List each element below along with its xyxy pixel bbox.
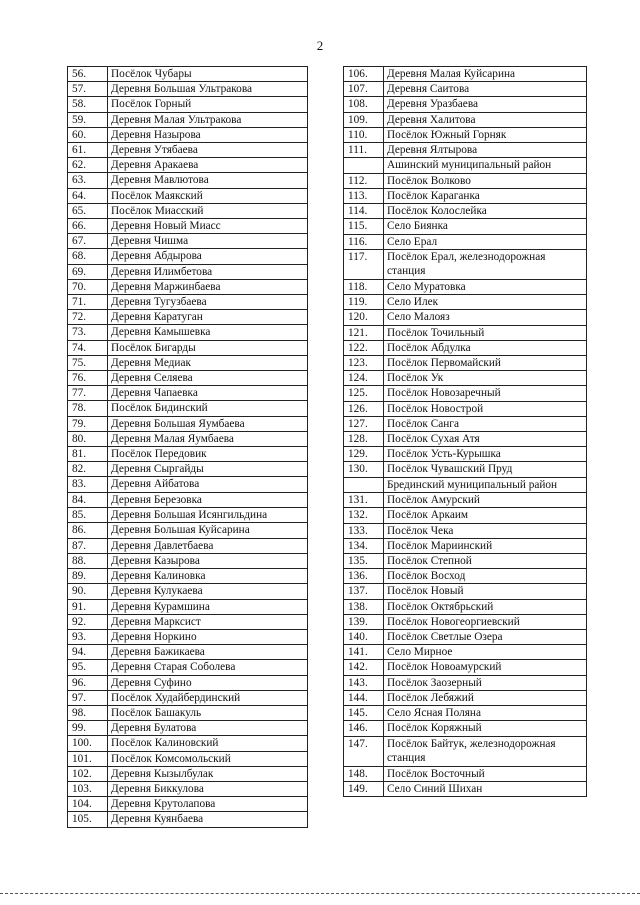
row-number: 60. [68,127,108,142]
row-number: 141. [344,645,384,660]
settlement-table-right [343,66,587,797]
row-number: 80. [68,431,108,446]
settlement-name: Деревня Большая Исянгильдина [108,507,308,523]
row-number: 62. [68,158,108,173]
row-number: 101. [68,751,108,766]
settlement-name: Деревня Селяева [108,371,308,386]
row-number: 133. [344,523,384,538]
row-number: 76. [68,371,108,386]
table-row [68,82,308,97]
row-number: 69. [68,264,108,279]
table-row [344,477,587,493]
table-row [68,599,308,614]
table-row [68,386,308,401]
table-row [344,432,587,447]
row-number: 77. [68,386,108,401]
row-number: 132. [344,508,384,523]
table-row [68,507,308,523]
table-row [344,82,587,97]
settlement-name: Посёлок Санга [384,416,587,431]
row-number: 90. [68,584,108,599]
row-number: 61. [68,143,108,158]
row-number: 85. [68,507,108,523]
table-row [68,416,308,431]
row-number: 92. [68,614,108,629]
row-number: 71. [68,295,108,310]
settlement-name: Посёлок Светлые Озера [384,630,587,645]
table-row [344,310,587,325]
table-row [68,325,308,340]
table-row [344,781,587,796]
row-number: 125. [344,386,384,401]
row-number: 124. [344,371,384,386]
settlement-name: Деревня Назырова [108,127,308,142]
row-number: 139. [344,614,384,629]
table-row [344,614,587,629]
row-number: 128. [344,432,384,447]
settlement-name: Посёлок Восточный [384,766,587,781]
row-number: 96. [68,675,108,690]
table-row [344,356,587,371]
settlement-name: Посёлок Башакуль [108,705,308,720]
settlement-name: Посёлок Новогеоргиевский [384,614,587,629]
settlement-name: Деревня Булатова [108,721,308,736]
settlement-name: Посёлок Новозаречный [384,386,587,401]
settlement-name: Деревня Илимбетова [108,264,308,279]
row-number: 145. [344,706,384,721]
table-row [68,310,308,325]
row-number: 94. [68,645,108,660]
row-number: 122. [344,340,384,355]
row-number: 110. [344,127,384,142]
row-number: 59. [68,112,108,127]
table-row [68,97,308,112]
table-row [68,219,308,234]
table-row [68,447,308,462]
row-number: 66. [68,219,108,234]
row-number: 99. [68,721,108,736]
settlement-name: Село Муратовка [384,280,587,295]
table-row [68,736,308,751]
settlement-name: Деревня Чапаевка [108,386,308,401]
settlement-name: Посёлок Новострой [384,401,587,416]
table-row [344,554,587,569]
table-row [344,401,587,416]
row-number: 144. [344,690,384,705]
table-row [344,204,587,219]
table-row [68,721,308,736]
row-number: 120. [344,310,384,325]
table-row [68,355,308,370]
row-number: 83. [68,477,108,492]
table-row [344,508,587,523]
table-row [344,766,587,781]
settlement-name: Деревня Малая Яумбаева [108,431,308,446]
settlement-name: Деревня Крутолапова [108,797,308,812]
row-number: 73. [68,325,108,340]
table-row [344,538,587,553]
table-row [68,173,308,188]
row-number: 58. [68,97,108,112]
settlement-name: Посёлок Аркаим [384,508,587,523]
table-row [68,401,308,416]
settlement-name: Посёлок Байтук, железнодорожная станция [384,736,587,766]
row-number: 63. [68,173,108,188]
table-row [344,340,587,355]
settlement-name: Деревня Марксист [108,614,308,629]
row-number: 130. [344,462,384,477]
settlement-name: Посёлок Усть-Курышка [384,447,587,462]
settlement-name: Деревня Аракаева [108,158,308,173]
row-number: 65. [68,203,108,218]
settlement-name: Посёлок Маякский [108,188,308,203]
row-number: 118. [344,280,384,295]
settlement-name: Посёлок Передовик [108,447,308,462]
row-number: 81. [68,447,108,462]
row-number: 82. [68,462,108,477]
settlement-name: Деревня Большая Ультракова [108,82,308,97]
row-number: 84. [68,492,108,507]
row-number: 102. [68,766,108,781]
settlement-name: Деревня Уразбаева [384,97,587,112]
settlement-name: Деревня Суфино [108,675,308,690]
settlement-name: Деревня Малая Ультракова [108,112,308,127]
table-row [68,781,308,796]
row-number: 100. [68,736,108,751]
row-number: 143. [344,675,384,690]
table-row [68,538,308,553]
settlement-name: Посёлок Амурский [384,493,587,508]
row-number: 93. [68,629,108,644]
table-row [68,371,308,386]
row-number: 113. [344,189,384,204]
table-row [68,629,308,644]
settlement-table-left [67,66,308,828]
row-number: 149. [344,781,384,796]
row-number: 105. [68,812,108,827]
row-number: 103. [68,781,108,796]
settlement-name: Деревня Большая Куйсарина [108,523,308,538]
row-number: 88. [68,553,108,568]
table-row [68,553,308,568]
row-number: 107. [344,82,384,97]
row-number: 86. [68,523,108,538]
table-row [344,599,587,614]
settlement-name: Брединский муниципальный район [384,477,587,493]
row-number: 72. [68,310,108,325]
settlement-name: Деревня Айбатова [108,477,308,492]
table-row [68,766,308,781]
settlement-name: Посёлок Новый [384,584,587,599]
settlement-name: Деревня Калиновка [108,569,308,584]
table-row [344,416,587,431]
row-number: 121. [344,325,384,340]
table-row [344,523,587,538]
table-row [68,705,308,720]
settlement-name: Деревня Медиак [108,355,308,370]
row-number: 148. [344,766,384,781]
settlement-name: Деревня Кызылбулак [108,766,308,781]
table-row [344,173,587,188]
table-row [68,188,308,203]
row-number: 67. [68,234,108,249]
settlement-name: Посёлок Калиновский [108,736,308,751]
row-number: 136. [344,569,384,584]
settlement-name: Деревня Курамшина [108,599,308,614]
row-number: 109. [344,112,384,127]
row-number: 126. [344,401,384,416]
settlement-name: Посёлок Комсомольский [108,751,308,766]
settlement-name: Посёлок Чека [384,523,587,538]
table-row [68,234,308,249]
table-row [344,219,587,234]
table-row [68,645,308,660]
settlement-name: Село Илек [384,295,587,310]
footer-divider [0,893,640,894]
row-number: 104. [68,797,108,812]
settlement-name: Деревня Давлетбаева [108,538,308,553]
row-number: 95. [68,660,108,675]
settlement-name: Посёлок Ук [384,371,587,386]
table-row [68,675,308,690]
settlement-name: Посёлок Чувашский Пруд [384,462,587,477]
page-number: 2 [316,38,324,53]
row-number: 91. [68,599,108,614]
table-row [68,249,308,264]
settlement-name: Деревня Малая Куйсарина [384,67,587,82]
row-number: 114. [344,204,384,219]
table-row [68,614,308,629]
settlement-name: Деревня Халитова [384,112,587,127]
settlement-name: Посёлок Колослейка [384,204,587,219]
row-number: 70. [68,279,108,294]
row-number: 129. [344,447,384,462]
table-row [68,523,308,538]
settlement-name: Деревня Биккулова [108,781,308,796]
table-row [68,797,308,812]
row-number: 127. [344,416,384,431]
row-number: 64. [68,188,108,203]
table-row [344,386,587,401]
settlement-name: Село Ерал [384,234,587,249]
settlement-name: Деревня Саитова [384,82,587,97]
row-number: 134. [344,538,384,553]
table-row [68,492,308,507]
settlement-name: Деревня Березовка [108,492,308,507]
row-number: 117. [344,249,384,279]
table-row [68,477,308,492]
settlement-name: Посёлок Новоамурский [384,660,587,675]
row-number: 74. [68,340,108,355]
table-row [344,143,587,158]
settlement-name: Посёлок Сухая Атя [384,432,587,447]
settlement-name: Деревня Мавлютова [108,173,308,188]
row-number: 137. [344,584,384,599]
settlement-name: Село Малояз [384,310,587,325]
settlement-name: Посёлок Коряжный [384,721,587,736]
row-number [344,158,384,174]
row-number: 138. [344,599,384,614]
table-row [344,280,587,295]
row-number: 142. [344,660,384,675]
settlement-name: Деревня Сыргайды [108,462,308,477]
table-row [344,295,587,310]
table-row [68,264,308,279]
settlement-name: Посёлок Худайбердинский [108,690,308,705]
settlement-name: Посёлок Миасский [108,203,308,218]
settlement-name: Посёлок Чубары [108,67,308,82]
settlement-name: Посёлок Бигарды [108,340,308,355]
row-number: 106. [344,67,384,82]
settlement-name: Деревня Кулукаева [108,584,308,599]
table-row [344,690,587,705]
row-number: 147. [344,736,384,766]
row-number: 112. [344,173,384,188]
settlement-name: Ашинский муниципальный район [384,158,587,174]
settlement-name: Село Мирное [384,645,587,660]
table-row [68,279,308,294]
settlement-name: Село Синий Шихан [384,781,587,796]
row-number: 79. [68,416,108,431]
settlement-name: Деревня Камышевка [108,325,308,340]
table-row [344,584,587,599]
table-row [344,325,587,340]
row-number: 97. [68,690,108,705]
table-row [68,143,308,158]
table-row [344,189,587,204]
table-row [68,340,308,355]
settlement-name: Деревня Маржинбаева [108,279,308,294]
table-row [344,249,587,279]
table-row [68,112,308,127]
row-number: 57. [68,82,108,97]
settlement-name: Посёлок Степной [384,554,587,569]
table-row [344,234,587,249]
settlement-name: Село Ясная Поляна [384,706,587,721]
settlement-name: Посёлок Первомайский [384,356,587,371]
settlement-name: Посёлок Мариинский [384,538,587,553]
settlement-name: Деревня Старая Соболева [108,660,308,675]
table-row [344,630,587,645]
settlement-name: Посёлок Точильный [384,325,587,340]
row-number: 115. [344,219,384,234]
row-number: 108. [344,97,384,112]
settlement-name: Посёлок Абдулка [384,340,587,355]
settlement-name: Посёлок Караганка [384,189,587,204]
row-number: 131. [344,493,384,508]
row-number: 56. [68,67,108,82]
settlement-name: Деревня Утябаева [108,143,308,158]
table-row [344,660,587,675]
table-row [68,158,308,173]
settlement-name: Деревня Большая Яумбаева [108,416,308,431]
row-number [344,477,384,493]
table-row [68,569,308,584]
settlement-name: Деревня Тугузбаева [108,295,308,310]
row-number: 68. [68,249,108,264]
table-row [344,675,587,690]
settlement-name: Деревня Казырова [108,553,308,568]
settlement-name: Деревня Абдырова [108,249,308,264]
table-row [68,295,308,310]
table-row [344,112,587,127]
settlement-name: Деревня Новый Миасс [108,219,308,234]
table-row [344,706,587,721]
table-row [344,645,587,660]
settlement-name: Деревня Ялтырова [384,143,587,158]
row-number: 75. [68,355,108,370]
table-row [344,97,587,112]
settlement-name: Деревня Норкино [108,629,308,644]
row-number: 119. [344,295,384,310]
row-number: 78. [68,401,108,416]
table-row [344,67,587,82]
table-row [68,127,308,142]
table-row [68,660,308,675]
table-row [344,736,587,766]
table-row [344,127,587,142]
table-row [68,584,308,599]
row-number: 89. [68,569,108,584]
row-number: 116. [344,234,384,249]
settlement-name: Посёлок Ерал, железнодорожная станция [384,249,587,279]
table-row [68,462,308,477]
table-row [68,203,308,218]
settlement-name: Посёлок Восход [384,569,587,584]
row-number: 140. [344,630,384,645]
settlement-name: Посёлок Октябрьский [384,599,587,614]
row-number: 87. [68,538,108,553]
settlement-name: Деревня Чишма [108,234,308,249]
settlement-name: Посёлок Бидинский [108,401,308,416]
settlement-name: Деревня Бажикаева [108,645,308,660]
settlement-name: Посёлок Заозерный [384,675,587,690]
settlement-name: Деревня Каратуган [108,310,308,325]
row-number: 98. [68,705,108,720]
table-row [68,812,308,827]
table-row [344,371,587,386]
table-row [344,569,587,584]
table-row [68,431,308,446]
table-row [344,462,587,477]
table-row [68,751,308,766]
table-row [344,447,587,462]
settlement-name: Посёлок Южный Горняк [384,127,587,142]
table-row [68,67,308,82]
settlement-name: Село Биянка [384,219,587,234]
table-row [344,493,587,508]
settlement-name: Деревня Куянбаева [108,812,308,827]
settlement-name: Посёлок Горный [108,97,308,112]
settlement-name: Посёлок Лебяжий [384,690,587,705]
table-row [68,690,308,705]
table-row [344,158,587,174]
row-number: 135. [344,554,384,569]
table-row [344,721,587,736]
row-number: 146. [344,721,384,736]
row-number: 111. [344,143,384,158]
settlement-name: Посёлок Волково [384,173,587,188]
row-number: 123. [344,356,384,371]
